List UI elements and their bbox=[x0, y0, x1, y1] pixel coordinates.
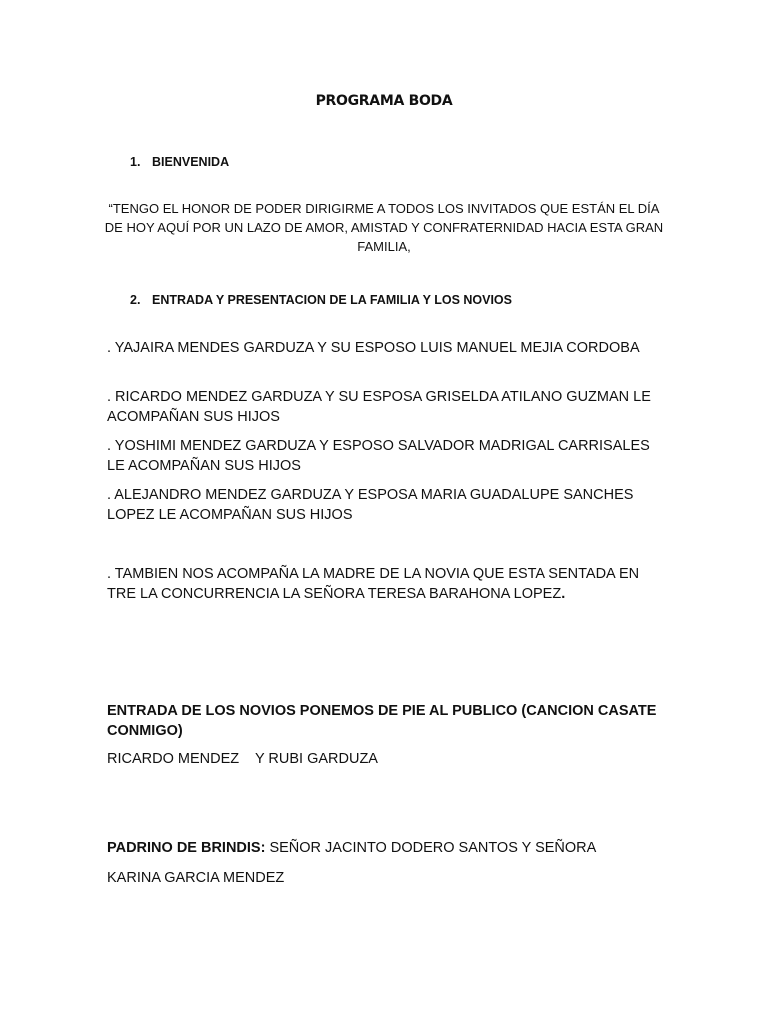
toast-sponsor-line bbox=[107, 838, 667, 858]
mother-note-text: . TAMBIEN NOS ACOMPAÑA LA MADRE DE LA NOVIA QUE ESTA SENTADA EN TRE LA CONCURRENCIA LA SEÑORA TERESA BARAHONA LOPEZ bbox=[107, 566, 640, 602]
section-heading-entrada-familia bbox=[130, 293, 512, 307]
mother-note bbox=[107, 564, 667, 604]
section-number: 2. bbox=[130, 293, 141, 307]
toast-sponsor-names: SEÑOR JACINTO DODERO SANTOS Y SEÑORA bbox=[265, 840, 597, 856]
family-entry: . ALEJANDRO MENDEZ GARDUZA Y ESPOSA MARIA GUADALUPE SANCHES LOPEZ LE ACOMPAÑAN SUS HIJOS bbox=[107, 487, 634, 523]
section-heading-bienvenida bbox=[130, 155, 229, 169]
toast-sponsor-names-line2: KARINA GARCIA MENDEZ bbox=[107, 870, 285, 886]
couple-names: RICARDO MENDEZ Y RUBI GARDUZA bbox=[107, 751, 378, 767]
couple-entrance-heading: ENTRADA DE LOS NOVIOS PONEMOS DE PIE AL PUBLICO (CANCION CASATE CONMIGO) bbox=[107, 703, 657, 739]
document-title: PROGRAMA BODA bbox=[315, 93, 453, 109]
mother-note-period: . bbox=[561, 586, 566, 602]
family-entry: . YAJAIRA MENDES GARDUZA Y SU ESPOSO LUIS MANUEL MEJIA CORDOBA bbox=[107, 340, 640, 356]
toast-sponsor-label: PADRINO DE BRINDIS: bbox=[107, 840, 266, 856]
section-heading-text: ENTRADA Y PRESENTACION DE LA FAMILIA Y LOS NOVIOS bbox=[152, 293, 512, 307]
section-number: 1. bbox=[130, 155, 141, 169]
section-heading-text: BIENVENIDA bbox=[152, 155, 230, 169]
family-entry: . YOSHIMI MENDEZ GARDUZA Y ESPOSO SALVADOR MADRIGAL CARRISALES LE ACOMPAÑAN SUS HIJOS bbox=[107, 438, 650, 474]
family-entry: . RICARDO MENDEZ GARDUZA Y SU ESPOSA GRISELDA ATILANO GUZMAN LE ACOMPAÑAN SUS HIJOS bbox=[107, 389, 651, 425]
welcome-quote: “TENGO EL HONOR DE PODER DIRIGIRME A TODOS LOS INVITADOS QUE ESTÁN EL DÍA DE HOY AQUÍ POR UN LAZO DE AMOR, AMISTAD Y CONFRATERNIDAD HACIA ESTA GRAN FAMILIA, bbox=[104, 201, 664, 254]
